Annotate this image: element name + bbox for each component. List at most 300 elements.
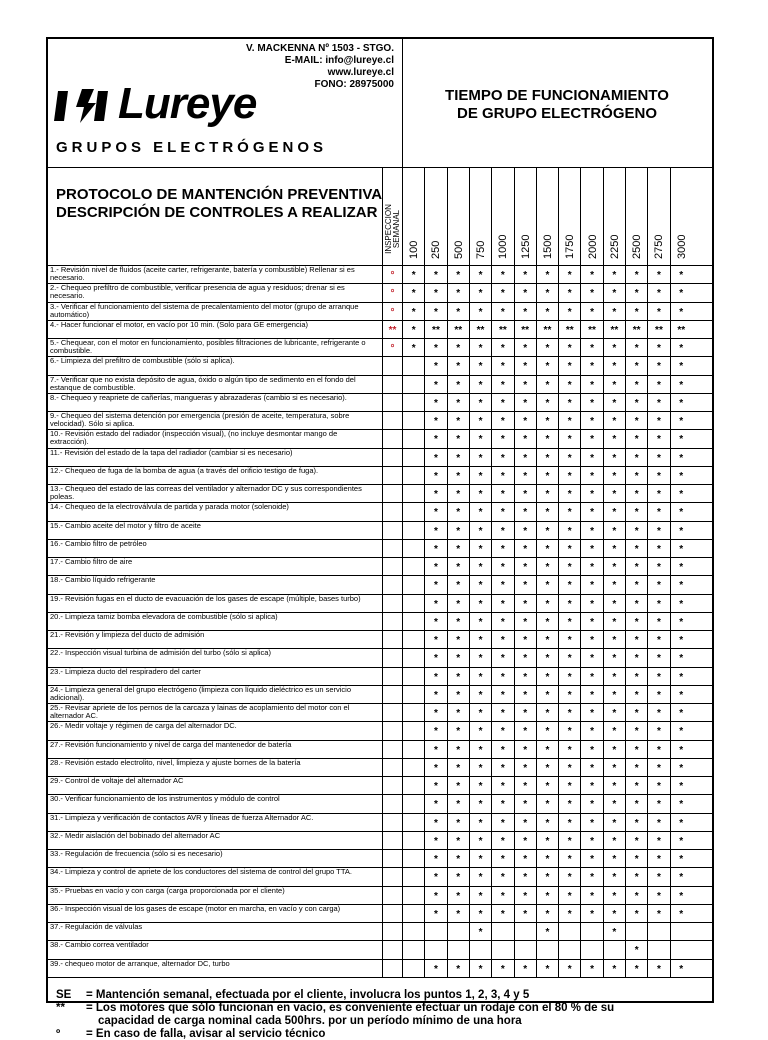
- mark-cell: *: [447, 814, 469, 831]
- mark-cell: *: [580, 503, 602, 520]
- mark-cell: *: [670, 905, 692, 922]
- mark-cell: *: [514, 558, 536, 575]
- mark-cell: *: [625, 339, 647, 356]
- mark-cell: *: [670, 266, 692, 283]
- mark-cell: *: [514, 850, 536, 867]
- table-row: [48, 612, 712, 630]
- table-row: [48, 940, 712, 958]
- row-description: 25.- Revisar apriete de los pernos de la carcaza y lainas de acoplamiento del motor con el alternador AC.: [50, 704, 350, 720]
- mark-cell: *: [469, 595, 491, 612]
- mark-cell: *: [580, 868, 602, 885]
- mark-cell: *: [603, 795, 625, 812]
- mark-cell: *: [424, 668, 446, 685]
- mark-cell: *: [469, 266, 491, 283]
- mark-cell: *: [558, 668, 580, 685]
- row-description: 27.- Revisión funcionamiento y nivel de carga del mantenedor de batería: [50, 740, 292, 749]
- mark-cell: *: [536, 376, 558, 393]
- row-description: 16.- Cambio filtro de petróleo: [50, 539, 147, 548]
- mark-cell: *: [469, 576, 491, 593]
- mark-cell: *: [625, 814, 647, 831]
- column-header-label: 750: [475, 240, 488, 259]
- mark-cell: [382, 376, 402, 393]
- mark-cell: *: [670, 613, 692, 630]
- mark-cell: *: [558, 339, 580, 356]
- mark-cell: *: [514, 595, 536, 612]
- mark-cell: *: [603, 558, 625, 575]
- column-header-2500: [625, 168, 648, 265]
- mark-cell: *: [447, 485, 469, 502]
- mark-cell: *: [402, 266, 424, 283]
- legend-text: = En caso de falla, avisar al servicio técnico: [86, 1028, 326, 1040]
- mark-cell: *: [491, 430, 513, 447]
- mark-cell: [402, 576, 424, 593]
- table-row: [48, 740, 712, 758]
- mark-cell: [580, 941, 602, 958]
- mark-cell: *: [514, 795, 536, 812]
- mark-cell: *: [558, 449, 580, 466]
- mark-cell: *: [536, 284, 558, 301]
- mark-cell: *: [402, 321, 424, 338]
- mark-cell: *: [580, 266, 602, 283]
- mark-cell: *: [558, 905, 580, 922]
- table-row: [48, 959, 712, 977]
- mark-cell: *: [603, 704, 625, 721]
- legend-key: **: [56, 1002, 65, 1014]
- mark-cell: *: [424, 430, 446, 447]
- mark-cell: *: [491, 412, 513, 429]
- mark-cell: *: [625, 832, 647, 849]
- mark-cell: *: [536, 303, 558, 320]
- mark-cell: *: [469, 704, 491, 721]
- mark-cell: [491, 941, 513, 958]
- column-header-1000: [491, 168, 514, 265]
- row-description: 39.- chequeo motor de arranque, alternador DC, turbo: [50, 959, 230, 968]
- mark-cell: *: [424, 595, 446, 612]
- row-description: 19.- Revisión fugas en el ducto de evacuación de los gases de escape (múltiple, bases turbo): [50, 594, 361, 603]
- time-header: [402, 39, 712, 167]
- mark-cell: *: [625, 503, 647, 520]
- mark-cell: *: [447, 649, 469, 666]
- mark-cell: [603, 941, 625, 958]
- mark-cell: *: [670, 303, 692, 320]
- mark-cell: *: [536, 668, 558, 685]
- mark-cell: *: [424, 394, 446, 411]
- time-title: [402, 87, 712, 123]
- mark-cell: *: [625, 741, 647, 758]
- mark-cell: *: [625, 704, 647, 721]
- mark-cell: *: [647, 741, 669, 758]
- mark-cell: *: [647, 540, 669, 557]
- mark-cell: *: [491, 777, 513, 794]
- row-description: 12.- Chequeo de fuga de la bomba de agua (a través del orificio testigo de fuga).: [50, 466, 319, 475]
- mark-cell: *: [447, 503, 469, 520]
- mark-cell: *: [536, 777, 558, 794]
- mark-cell: *: [558, 522, 580, 539]
- mark-cell: *: [670, 284, 692, 301]
- mark-cell: *: [580, 722, 602, 739]
- mark-cell: *: [536, 357, 558, 374]
- mark-cell: °: [382, 284, 402, 301]
- column-header-100: [402, 168, 425, 265]
- mark-cell: *: [469, 376, 491, 393]
- mark-cell: *: [580, 759, 602, 776]
- mark-cell: *: [603, 887, 625, 904]
- mark-cell: *: [647, 558, 669, 575]
- table-row: [48, 356, 712, 374]
- mark-cell: *: [447, 339, 469, 356]
- mark-cell: *: [580, 339, 602, 356]
- mark-cell: [670, 941, 692, 958]
- mark-cell: *: [514, 540, 536, 557]
- mark-cell: *: [514, 631, 536, 648]
- row-description: 6.- Limpieza del prefiltro de combustible (sólo si aplica).: [50, 357, 235, 366]
- mark-cell: *: [491, 686, 513, 703]
- table-row: [48, 594, 712, 612]
- mark-cell: *: [670, 686, 692, 703]
- mark-cell: *: [536, 266, 558, 283]
- row-description: 2.- Chequeo prefiltro de combustible, verificar presencia de agua y residuos; drenar si es necesario.: [50, 284, 345, 301]
- mark-cell: *: [491, 960, 513, 977]
- mark-cell: *: [447, 868, 469, 885]
- mark-cell: *: [647, 412, 669, 429]
- mark-cell: *: [447, 467, 469, 484]
- mark-cell: [382, 649, 402, 666]
- legend-key: º: [56, 1028, 61, 1040]
- mark-cell: *: [491, 266, 513, 283]
- mark-cell: *: [424, 339, 446, 356]
- column-header-label: 100: [408, 240, 421, 259]
- document-frame: [46, 37, 714, 1040]
- mark-cell: *: [580, 613, 602, 630]
- mark-cell: *: [580, 649, 602, 666]
- mark-cell: *: [491, 631, 513, 648]
- mark-cell: *: [558, 686, 580, 703]
- mark-cell: *: [625, 266, 647, 283]
- mark-cell: *: [647, 759, 669, 776]
- mark-cell: [402, 777, 424, 794]
- mark-cell: *: [647, 467, 669, 484]
- table-row: [48, 539, 712, 557]
- mark-cell: *: [580, 686, 602, 703]
- mark-cell: *: [424, 887, 446, 904]
- mark-cell: *: [670, 832, 692, 849]
- legend-key: SE: [56, 989, 72, 1001]
- logo-text: Lureye: [118, 79, 257, 128]
- mark-cell: *: [558, 503, 580, 520]
- mark-cell: *: [447, 412, 469, 429]
- mark-cell: *: [625, 540, 647, 557]
- mark-cell: *: [424, 850, 446, 867]
- mark-cell: *: [670, 522, 692, 539]
- mark-cell: *: [625, 686, 647, 703]
- mark-cell: *: [469, 850, 491, 867]
- mark-cell: *: [536, 631, 558, 648]
- mark-cell: *: [603, 777, 625, 794]
- mark-cell: *: [580, 960, 602, 977]
- mark-cell: *: [625, 303, 647, 320]
- mark-cell: *: [536, 850, 558, 867]
- mark-cell: *: [670, 850, 692, 867]
- mark-cell: [402, 467, 424, 484]
- mark-cell: **: [514, 321, 536, 338]
- mark-cell: *: [670, 722, 692, 739]
- mark-cell: *: [647, 686, 669, 703]
- mark-cell: *: [580, 485, 602, 502]
- mark-cell: *: [670, 576, 692, 593]
- table-row: [48, 867, 712, 885]
- mark-cell: *: [558, 376, 580, 393]
- mark-cell: [382, 467, 402, 484]
- mark-cell: *: [514, 485, 536, 502]
- mark-cell: *: [603, 668, 625, 685]
- mark-cell: *: [447, 631, 469, 648]
- mark-cell: *: [603, 357, 625, 374]
- mark-cell: *: [491, 503, 513, 520]
- mark-cell: *: [580, 357, 602, 374]
- mark-cell: *: [536, 704, 558, 721]
- mark-cell: *: [491, 759, 513, 776]
- mark-cell: *: [647, 960, 669, 977]
- legend-item: [56, 1002, 614, 1014]
- mark-cell: *: [603, 686, 625, 703]
- mark-cell: *: [647, 668, 669, 685]
- mark-cell: [382, 741, 402, 758]
- mark-cell: *: [424, 704, 446, 721]
- mark-cell: [382, 941, 402, 958]
- address: V. MACKENNA Nº 1503 - STGO.: [246, 43, 394, 54]
- mark-cell: [382, 905, 402, 922]
- mark-cell: *: [447, 558, 469, 575]
- mark-cell: [382, 722, 402, 739]
- mark-cell: *: [491, 795, 513, 812]
- mark-cell: *: [514, 722, 536, 739]
- mark-cell: *: [424, 759, 446, 776]
- column-header-label: 1500: [541, 234, 554, 259]
- mark-cell: *: [603, 449, 625, 466]
- mark-cell: [382, 887, 402, 904]
- mark-cell: *: [670, 631, 692, 648]
- mark-cell: *: [469, 412, 491, 429]
- mark-cell: *: [536, 449, 558, 466]
- mark-cell: *: [603, 284, 625, 301]
- mark-cell: *: [647, 795, 669, 812]
- lightning-bolt-icon: [54, 87, 108, 125]
- mark-cell: *: [603, 722, 625, 739]
- mark-cell: *: [469, 394, 491, 411]
- mark-cell: [382, 704, 402, 721]
- mark-cell: [402, 412, 424, 429]
- mark-cell: *: [447, 887, 469, 904]
- mark-cell: *: [469, 777, 491, 794]
- table-row: [48, 648, 712, 666]
- mark-cell: *: [514, 668, 536, 685]
- mark-cell: *: [558, 595, 580, 612]
- legend-item: [56, 1028, 325, 1040]
- mark-cell: *: [625, 777, 647, 794]
- column-header-250: [424, 168, 447, 265]
- mark-cell: *: [670, 668, 692, 685]
- table-row: [48, 667, 712, 685]
- mark-cell: *: [670, 376, 692, 393]
- mark-cell: [514, 941, 536, 958]
- mark-cell: *: [424, 741, 446, 758]
- column-header-750: [469, 168, 492, 265]
- mark-cell: [402, 394, 424, 411]
- mark-cell: *: [603, 595, 625, 612]
- mark-cell: [382, 923, 402, 940]
- mark-cell: [402, 905, 424, 922]
- mark-cell: *: [514, 394, 536, 411]
- mark-cell: [558, 941, 580, 958]
- mark-cell: *: [491, 850, 513, 867]
- mark-cell: [382, 814, 402, 831]
- mark-cell: *: [647, 339, 669, 356]
- mark-cell: *: [469, 357, 491, 374]
- mark-cell: *: [514, 832, 536, 849]
- mark-cell: *: [647, 503, 669, 520]
- table-row: [48, 557, 712, 575]
- mark-cell: *: [447, 668, 469, 685]
- mark-cell: *: [580, 284, 602, 301]
- mark-cell: *: [647, 777, 669, 794]
- mark-cell: *: [647, 905, 669, 922]
- mark-cell: [402, 449, 424, 466]
- mark-cell: *: [603, 960, 625, 977]
- mark-cell: *: [491, 649, 513, 666]
- mark-cell: [382, 394, 402, 411]
- mark-cell: *: [625, 649, 647, 666]
- mark-cell: *: [647, 595, 669, 612]
- mark-cell: *: [558, 814, 580, 831]
- mark-cell: *: [647, 868, 669, 885]
- column-header-3000: [670, 168, 693, 265]
- mark-cell: *: [580, 777, 602, 794]
- mark-cell: *: [469, 631, 491, 648]
- mark-cell: *: [469, 960, 491, 977]
- mark-cell: *: [447, 722, 469, 739]
- mark-cell: *: [647, 522, 669, 539]
- mark-cell: *: [536, 832, 558, 849]
- mark-cell: *: [447, 522, 469, 539]
- mark-cell: *: [603, 303, 625, 320]
- mark-cell: [382, 832, 402, 849]
- column-header-1750: [558, 168, 581, 265]
- mark-cell: *: [469, 339, 491, 356]
- mark-cell: *: [670, 595, 692, 612]
- mark-cell: *: [424, 722, 446, 739]
- mark-cell: *: [558, 777, 580, 794]
- mark-cell: [382, 795, 402, 812]
- row-description: 8.- Chequeo y reapriete de cañerías, mangueras y abrazaderas (cambio si es necesario).: [50, 393, 347, 402]
- mark-cell: *: [603, 923, 625, 940]
- mark-cell: *: [424, 303, 446, 320]
- mark-cell: [536, 941, 558, 958]
- mark-cell: *: [536, 394, 558, 411]
- mark-cell: *: [558, 704, 580, 721]
- mark-cell: *: [558, 540, 580, 557]
- table-row: [48, 904, 712, 922]
- mark-cell: *: [491, 868, 513, 885]
- mark-cell: [402, 503, 424, 520]
- mark-cell: *: [424, 522, 446, 539]
- mark-cell: [382, 668, 402, 685]
- mark-cell: *: [580, 668, 602, 685]
- mark-cell: *: [580, 430, 602, 447]
- mark-cell: *: [447, 741, 469, 758]
- mark-cell: *: [424, 631, 446, 648]
- protocol-title: [56, 186, 396, 222]
- table-bottom-border: [48, 977, 712, 978]
- mark-cell: *: [625, 485, 647, 502]
- table-row: [48, 521, 712, 539]
- mark-cell: *: [625, 558, 647, 575]
- mark-cell: *: [647, 613, 669, 630]
- mark-cell: [402, 430, 424, 447]
- mark-cell: *: [424, 576, 446, 593]
- mark-cell: [402, 558, 424, 575]
- mark-cell: **: [580, 321, 602, 338]
- mark-cell: *: [625, 960, 647, 977]
- mark-cell: *: [558, 887, 580, 904]
- table-row: [48, 448, 712, 466]
- mark-cell: *: [447, 595, 469, 612]
- mark-cell: *: [603, 339, 625, 356]
- mark-cell: *: [469, 814, 491, 831]
- mark-cell: *: [625, 412, 647, 429]
- mark-cell: [402, 850, 424, 867]
- mark-cell: *: [603, 759, 625, 776]
- mark-cell: [402, 887, 424, 904]
- mark-cell: *: [514, 303, 536, 320]
- row-description: 10.- Revisión estado del radiador (inspección visual), (no incluye desmontar mango de extracción).: [50, 430, 338, 447]
- mark-cell: *: [647, 631, 669, 648]
- mark-cell: *: [424, 795, 446, 812]
- mark-cell: *: [491, 887, 513, 904]
- mark-cell: *: [580, 905, 602, 922]
- mark-cell: *: [670, 960, 692, 977]
- mark-cell: *: [670, 394, 692, 411]
- mark-cell: *: [647, 266, 669, 283]
- company-subtitle: GRUPOS ELECTRÓGENOS: [56, 139, 328, 156]
- column-header-1500: [536, 168, 559, 265]
- table-row: [48, 685, 712, 703]
- mark-cell: *: [447, 449, 469, 466]
- mark-cell: *: [469, 887, 491, 904]
- row-description: 33.- Regulación de frecuencia (sólo si es necesario): [50, 850, 223, 858]
- mark-cell: *: [603, 850, 625, 867]
- mark-cell: *: [514, 686, 536, 703]
- mark-cell: *: [447, 576, 469, 593]
- mark-cell: **: [625, 321, 647, 338]
- mark-cell: [382, 960, 402, 977]
- mark-cell: *: [670, 795, 692, 812]
- mark-cell: *: [558, 649, 580, 666]
- mark-cell: *: [447, 303, 469, 320]
- legend-item: [56, 989, 529, 1001]
- mark-cell: **: [491, 321, 513, 338]
- mark-cell: *: [536, 759, 558, 776]
- mark-cell: *: [558, 850, 580, 867]
- mark-cell: *: [647, 722, 669, 739]
- mark-cell: *: [625, 868, 647, 885]
- mark-cell: *: [558, 613, 580, 630]
- mark-cell: *: [447, 266, 469, 283]
- mark-cell: **: [670, 321, 692, 338]
- table-row: [48, 338, 712, 356]
- mark-cell: [382, 357, 402, 374]
- mark-cell: *: [670, 558, 692, 575]
- mark-cell: *: [424, 357, 446, 374]
